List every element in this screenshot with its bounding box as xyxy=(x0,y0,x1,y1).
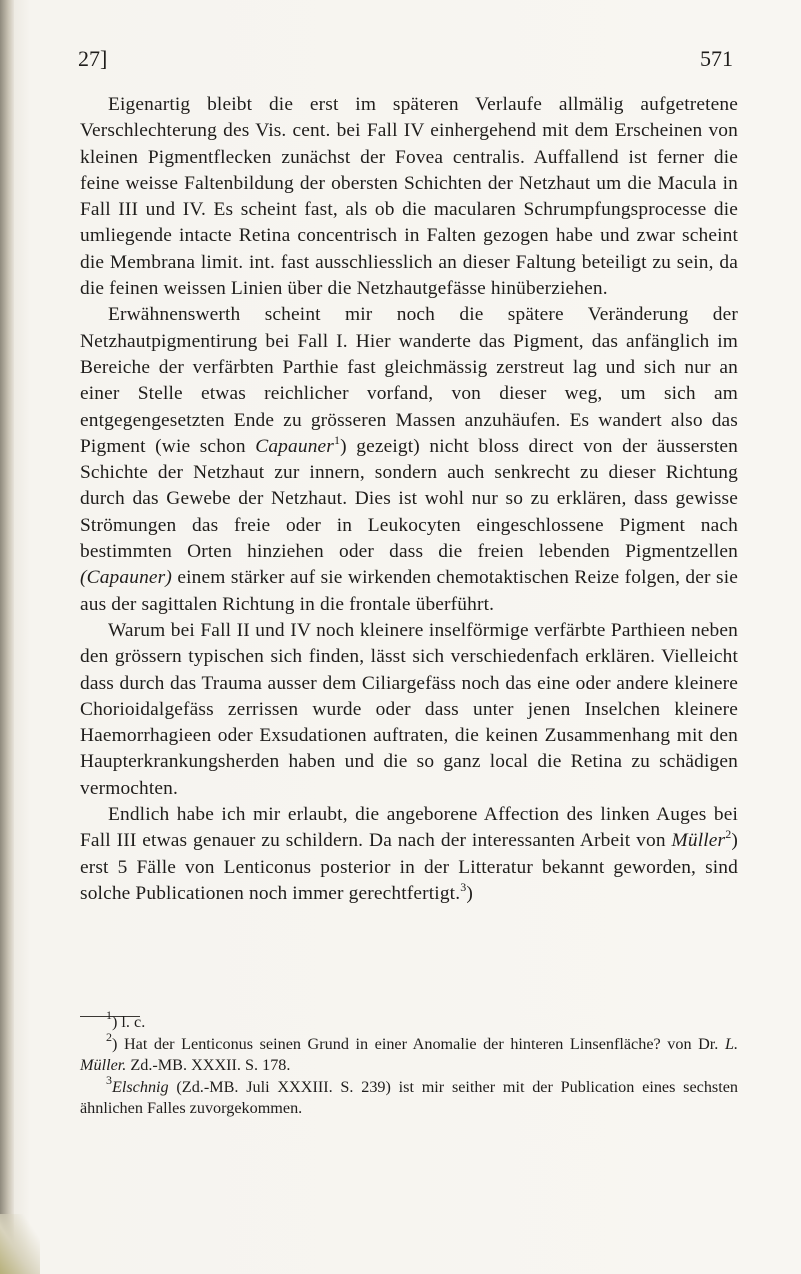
section-number: 27] xyxy=(78,46,108,71)
paragraph-1: Eigenartig bleibt die erst im späteren Verlaufe allmälig aufgetretene Verschlechterung des Vis. cent. bei Fall IV einhergehend mit dem Erscheinen von kleinen Pigmentflecken zunächst der Fovea centralis. Auffallend ist ferner die feine weisse Faltenbildung der obersten Schichten der Netzhaut um die Macula in Fall III und IV. Es scheint fast, als ob die macularen Schrumpfungsprocesse die umliegende intacte Retina concentrisch in Falten gezogen habe und zwar scheint die Membrana limit. int. fast ausschliesslich an dieser Faltung beteiligt zu sein, da die feinen weissen Linien über die Netzhautgefässe hinüberziehen. xyxy=(80,94,738,300)
page-number: 571 xyxy=(700,46,733,71)
body-text xyxy=(80,92,738,907)
footnote-author-mueller: L. Müller. xyxy=(80,1034,738,1074)
paragraph-3: Warum bei Fall II und IV noch kleinere inselförmige verfärbte Parthieen neben den grössern typischen sich finden, lässt sich verschiedenfach erklären. Vielleicht dass durch das Trauma ausser dem Ciliargefäss noch das eine oder andere kleinere Chorioidalgefäss zerrissen wurde oder dass unter jenen Inselchen kleinere Haemorrhagieen oder Exsudationen auftraten, die keinen Zusammenhang mit den Haupterkrankungsherden haben und die so ganz local die Retina zu schädigen vermochten. xyxy=(80,619,738,799)
footnote-3: $^3$Elschnig (Zd.-MB. Juli XXXIII. S. 239) ist mir seither mit der Publication eines sechsten ähnlichen Falles zuvorgekommen. xyxy=(80,1072,738,1117)
page-header xyxy=(78,46,733,70)
citation-capauner-2: (Capauner) xyxy=(80,567,172,589)
footnote-author-elschnig: Elschnig xyxy=(112,1077,169,1096)
paragraph-2: Erwähnenswerth scheint mir noch die spätere Veränderung der Netzhautpigmentirung bei Fall I. Hier wanderte das Pigment, das anfänglich im Bereiche der verfärbten Parthie fast gleichmässig zerstreut lag und sich nur an einer Stelle etwas reichlicher vorfand, von dieser weg, um sich am entgegengesetzten Ende zu grösseren Massen anzuhäufen. Es wandert also das Pigment (wie schon Capauner$^1$) gezeigt) nicht bloss direct von der äussersten Schichte der Netzhaut zur innern, sondern auch senkrecht zu dieser Richtung durch das Gewebe der Netzhaut. Dies ist wohl nur so zu erklären, dass gewisse Strömungen das freie oder in Leukocyten eingeschlossene Pigment nach bestimmten Orten hinziehen oder dass die freien lebenden Pigmentzellen (Capauner) einem stärker auf sie wirkenden chemotaktischen Reize folgen, der sie aus der sagittalen Richtung in die frontale überführt. xyxy=(80,304,738,615)
page-corner-stain xyxy=(0,1214,40,1274)
footnote-1: $^1$) l. c. xyxy=(106,1008,146,1031)
book-spine-shadow xyxy=(0,0,14,1274)
footnote-ref-3: 3 xyxy=(460,879,467,894)
footnote-ref-2: 2 xyxy=(725,827,732,842)
citation-mueller: Müller xyxy=(671,830,726,852)
footnote-ref-1: 1 xyxy=(334,432,341,447)
footnotes xyxy=(80,1008,738,1120)
paragraph-4: Endlich habe ich mir erlaubt, die angeborene Affection des linken Auges bei Fall III etwas genauer zu schildern. Da nach der interessanten Arbeit von Müller$^2$) erst 5 Fälle von Lenticonus posterior in der Litteratur bekannt geworden, sind solche Publicationen noch immer gerechtfertigt.$^3$) xyxy=(80,804,738,904)
footnote-2: $^2$) Hat der Lenticonus seinen Grund in einer Anomalie der hinteren Linsenfläche? von Dr. L. Müller. Zd.-MB. XXXII. S. 178. xyxy=(80,1029,738,1074)
citation-capauner: Capauner xyxy=(255,435,334,457)
